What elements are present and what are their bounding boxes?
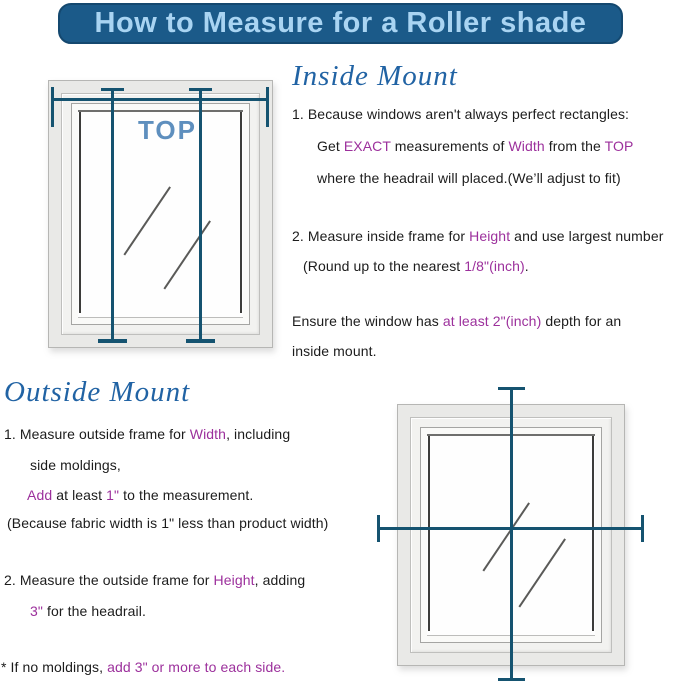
- top-label: TOP: [138, 115, 197, 145]
- guide-line-left-top-cap: [101, 88, 124, 91]
- outside-item2-line1: 2. Measure the outside frame for Height, adding: [4, 572, 306, 588]
- height-measure-top-cap: [498, 387, 525, 390]
- width-measure-right-tick: [266, 87, 269, 127]
- width-measure-line: [52, 98, 268, 101]
- width-measure-right-cap: [641, 515, 644, 542]
- inside-item1-line2: Get EXACT measurements of Width from the TOP: [317, 138, 634, 154]
- glass-edge-line: [592, 436, 594, 631]
- inside-mount-window-illustration: [48, 80, 273, 348]
- outside-item1-line2: side moldings,: [30, 457, 121, 473]
- glass-reflection-line: [123, 186, 170, 255]
- inside-item1-line1: 1. Because windows aren't always perfect rectangles:: [292, 106, 630, 122]
- headrail-guide-line-right: [199, 89, 202, 343]
- width-measure-left-cap: [377, 515, 380, 542]
- inside-item1-line3: where the headrail will placed.(We’ll adjust to fit): [317, 170, 621, 186]
- outside-mount-heading: Outside Mount: [4, 376, 191, 408]
- inside-mount-heading: Inside Mount: [292, 60, 458, 92]
- glass-edge-line: [79, 112, 81, 313]
- page-title: How to Measure for a Roller shade: [94, 7, 587, 39]
- height-measure-line: [510, 388, 513, 681]
- outside-item1-line3: Add at least 1" to the measurement.: [27, 487, 254, 503]
- headrail-guide-line-left: [111, 89, 114, 343]
- inside-note-line2: inside mount.: [292, 343, 377, 359]
- outside-item1-line1: 1. Measure outside frame for Width, including: [4, 426, 291, 442]
- guide-line-right-top-cap: [189, 88, 212, 91]
- guide-line-left-bottom-cap: [98, 339, 127, 343]
- height-measure-bottom-cap: [498, 678, 525, 681]
- inside-item2-line1: 2. Measure inside frame for Height and use largest number: [292, 228, 664, 244]
- glass-edge-line: [240, 112, 242, 313]
- guide-line-right-bottom-cap: [186, 339, 215, 343]
- outside-footnote: * If no moldings, add 3" or more to each side.: [1, 659, 286, 675]
- glass-reflection-line: [163, 220, 210, 289]
- width-measure-left-tick: [51, 87, 54, 127]
- glass-reflection-line: [518, 538, 565, 607]
- inside-note-line1: Ensure the window has at least 2"(inch) depth for an: [292, 313, 622, 329]
- glass-edge-line: [428, 436, 430, 631]
- header-banner: [58, 3, 623, 44]
- width-measure-line-outside: [378, 527, 644, 530]
- outside-item2-line2: 3" for the headrail.: [30, 603, 146, 619]
- outside-item1-line4: (Because fabric width is 1" less than product width): [7, 515, 329, 531]
- inside-item2-line2: (Round up to the nearest 1/8"(inch).: [303, 258, 529, 274]
- glass-reflection-line: [482, 502, 529, 571]
